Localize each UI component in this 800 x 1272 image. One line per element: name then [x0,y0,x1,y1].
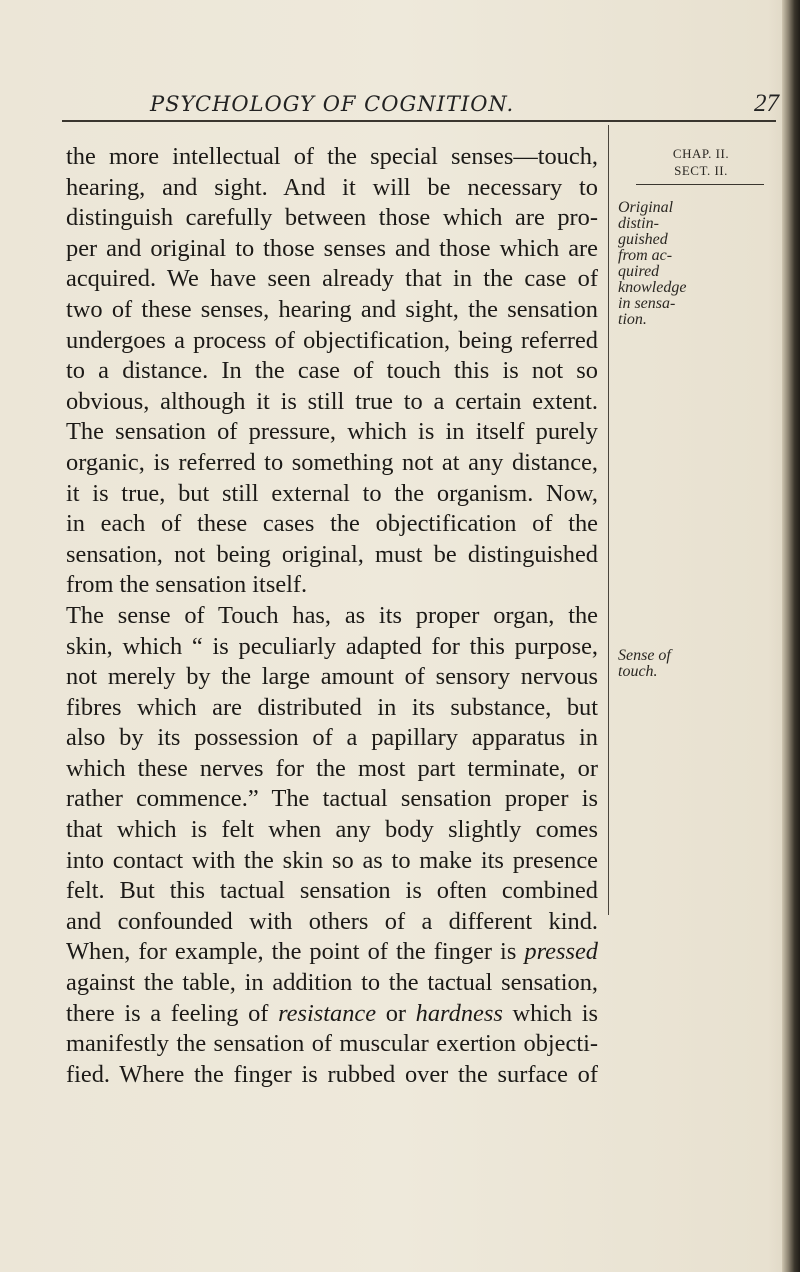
line-text: there is a feeling of [66,999,279,1027]
marginal-note-line: distin- [618,215,659,232]
body-line-pressed [66,937,598,968]
body-line: per and original to those senses and those which are [66,234,598,262]
body-line: and confounded with others of a different kind. [66,907,598,935]
line-text: or [376,999,416,1027]
margin-head-rule [636,184,764,185]
body-line: The sensation of pressure, which is in itself purely [66,418,598,446]
body-line: two of these senses, hearing and sight, the sensation [66,295,598,323]
marginal-note-line: Original [618,199,674,216]
body-line: that which is felt when any body slightly comes [66,816,598,844]
body-line: The sense of Touch has, as its proper organ, the [66,601,598,629]
body-line: obvious, although it is still true to a certain extent. [66,387,598,415]
emphasis-pressed: pressed [524,938,598,966]
body-line: also by its possession of a papillary apparatus in [66,724,598,752]
marginal-note-line: touch. [618,663,658,680]
page-binding-shadow [782,0,800,1272]
body-line: distinguish carefully between those which are pro- [66,204,598,232]
body-line: fied. Where the finger is rubbed over the surface of [66,1060,598,1088]
section-label: SECT. II. [674,163,728,178]
marginal-note-line: Sense of [618,647,671,664]
marginal-note-original [618,200,778,328]
header-rule [62,120,776,122]
margin-column-rule [608,125,609,915]
body-line: acquired. We have seen already that in the case of [66,265,598,293]
body-line: it is true, but still external to the organism. Now, [66,479,598,507]
body-line: to a distance. In the case of touch this is not so [66,357,598,385]
marginal-note-line: knowledge [618,279,687,296]
emphasis-hardness: hardness [415,999,503,1027]
line-text: which is [502,999,598,1027]
body-line: sensation, not being original, must be distinguished [66,540,598,568]
body-line: undergoes a process of objectification, being referred [66,326,598,354]
body-line: fibres which are distributed in its substance, but [66,693,598,721]
body-line: manifestly the sensation of muscular exertion objecti- [66,1030,598,1058]
marginal-note-line: in sensa- [618,295,676,312]
body-line: felt. But this tactual sensation is often combined [66,877,598,905]
body-line: not merely by the large amount of sensory nervous [66,663,598,691]
body-line: organic, is referred to something not at any distance, [66,448,598,476]
marginal-note-line: quired [618,263,660,280]
body-line: rather commence.” The tactual sensation proper is [66,785,598,813]
line-text: When, for example, the point of the finger is [66,938,525,966]
running-head-title: PSYCHOLOGY OF COGNITION. [150,92,515,116]
body-line: against the table, in addition to the tactual sensation, [66,969,598,997]
body-line-resistance [66,999,598,1030]
body-line: the more intellectual of the special senses—touch, [66,143,598,170]
body-line: skin, which “ is peculiarly adapted for this purpose, [66,632,598,660]
marginal-note-line: from ac- [618,247,673,264]
body-line: from the sensation itself. [66,571,308,599]
page-number: 27 [754,90,779,117]
marginal-note-line: tion. [618,311,647,328]
chapter-label: CHAP. II. [672,146,730,161]
body-line: into contact with the skin so as to make its presence [66,846,598,874]
marginal-note-touch [618,648,778,680]
marginal-note-line: guished [618,231,668,248]
chapter-section-label [626,145,776,179]
emphasis-resistance: resistance [278,999,377,1027]
body-line: hearing, and sight. And it will be necessary to [66,173,598,201]
body-text [66,142,598,1090]
body-line: which these nerves for the most part terminate, or [66,754,598,782]
body-line: in each of these cases the objectification of the [66,510,598,538]
